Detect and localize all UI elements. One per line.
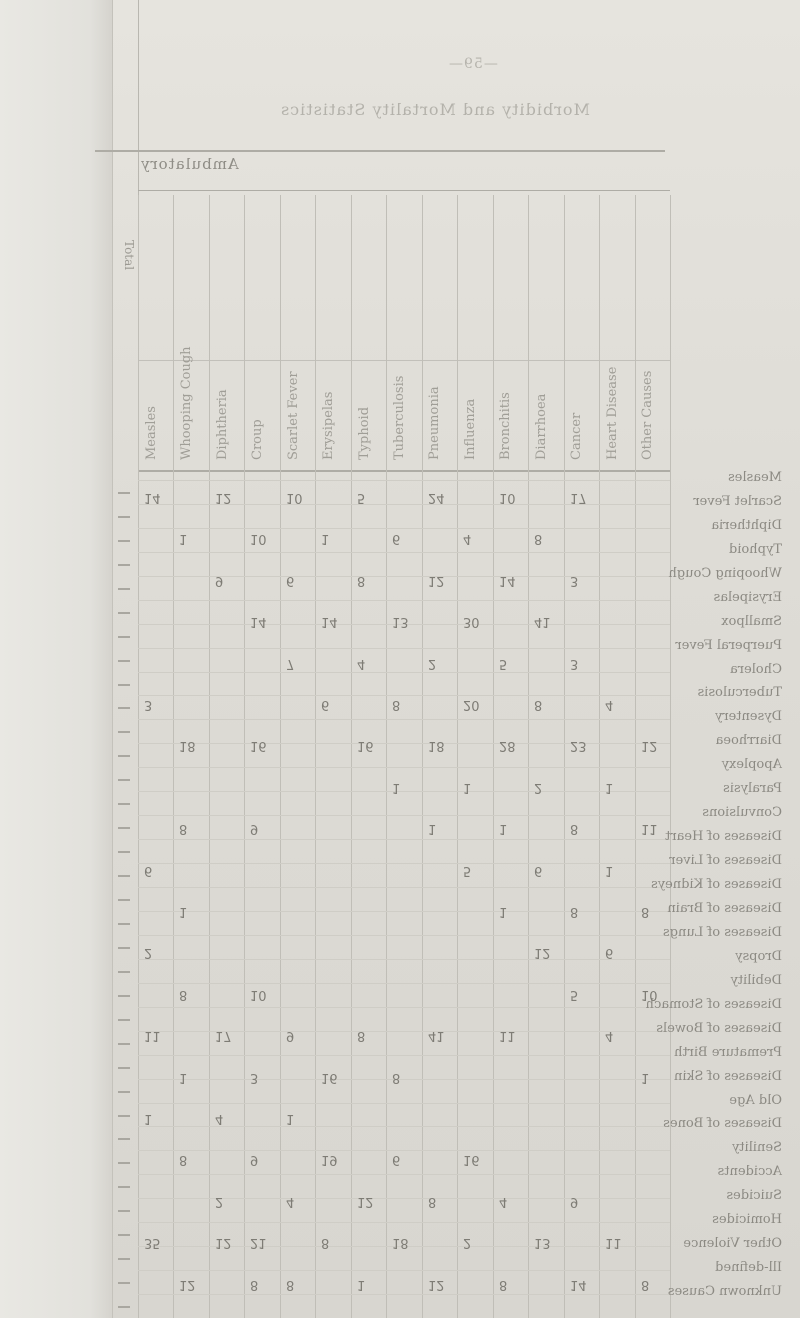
table-cell: 12: [215, 1235, 232, 1250]
row-rule: [138, 552, 670, 553]
row-label: Smallpox: [721, 614, 782, 629]
column-header: Tuberculosis: [392, 375, 407, 460]
row-label: Suicides: [726, 1188, 782, 1203]
row-label: Accidents: [717, 1164, 782, 1179]
table-cell: 11: [144, 1028, 161, 1043]
table-cell: 16: [357, 738, 374, 753]
row-dash: [118, 1138, 130, 1140]
table-cell: 2: [534, 780, 543, 795]
table-cell: 10: [250, 531, 267, 546]
header-rule: [95, 150, 665, 152]
row-label: Dysentery: [715, 709, 782, 724]
table-cell: 8: [286, 1277, 295, 1292]
row-dash: [118, 492, 130, 494]
table-cell: 18: [392, 1235, 409, 1250]
row-dash: [118, 660, 130, 662]
table-cell: 28: [499, 738, 516, 753]
table-cell: 1: [463, 780, 472, 795]
row-label: Diphtheria: [711, 518, 782, 533]
column-header: Measles: [144, 406, 159, 460]
table-cell: 4: [605, 1028, 614, 1043]
table-cell: 41: [534, 614, 551, 629]
row-rule: [138, 648, 670, 649]
row-rule: [138, 887, 670, 888]
table-cell: 14: [144, 490, 161, 505]
row-rule: [138, 815, 670, 816]
row-rule: [138, 1055, 670, 1056]
table-cell: 8: [392, 1070, 401, 1085]
row-dash: [118, 779, 130, 781]
row-dash: [118, 1234, 130, 1236]
column-header: Other Causes: [640, 370, 655, 460]
table-cell: 12: [428, 1277, 445, 1292]
table-cell: 10: [286, 490, 303, 505]
row-label: Whooping Cough: [668, 566, 782, 581]
table-cell: 8: [250, 1277, 259, 1292]
row-rule: [138, 839, 670, 840]
row-dash: [118, 755, 130, 757]
column-header: Bronchitis: [498, 392, 513, 460]
row-dash: [118, 731, 130, 733]
table-cell: 1: [428, 821, 437, 836]
row-rule: [138, 1103, 670, 1104]
left-margin-label: Total: [122, 240, 136, 271]
table-cell: 2: [215, 1194, 224, 1209]
table-cell: 14: [499, 573, 516, 588]
table-cell: 13: [392, 614, 409, 629]
table-cell: 8: [179, 1152, 188, 1167]
table-cell: 6: [321, 697, 330, 712]
table-cell: 1: [499, 904, 508, 919]
table-cell: 10: [641, 987, 658, 1002]
table-cell: 9: [570, 1194, 579, 1209]
table-cell: 2: [428, 656, 437, 671]
row-dash: [118, 827, 130, 829]
table-cell: 9: [286, 1028, 295, 1043]
row-rule: [138, 791, 670, 792]
table-cell: 35: [144, 1235, 161, 1250]
column-header: Diarrhoea: [534, 393, 549, 460]
table-cell: 12: [357, 1194, 374, 1209]
table-cell: 14: [570, 1277, 587, 1292]
table-cell: 41: [428, 1028, 445, 1043]
row-dash: [118, 1091, 130, 1093]
row-dash: [118, 636, 130, 638]
row-label: Premature Birth: [674, 1045, 782, 1060]
table-cell: 1: [144, 1111, 153, 1126]
table-cell: 12: [179, 1277, 196, 1292]
table-cell: 6: [144, 863, 153, 878]
row-dash: [118, 923, 130, 925]
table-cell: 1: [605, 863, 614, 878]
row-dash: [118, 564, 130, 566]
table-cell: 1: [179, 904, 188, 919]
table-cell: 16: [250, 738, 267, 753]
margin-strip: [112, 0, 139, 1318]
table-cell: 11: [641, 821, 658, 836]
table-cell: 12: [534, 945, 551, 960]
row-dash: [118, 516, 130, 518]
row-label: Measles: [728, 470, 782, 485]
page-binding: [0, 0, 113, 1318]
row-label: Other Violence: [683, 1236, 782, 1251]
row-dash: [118, 995, 130, 997]
table-cell: 6: [286, 573, 295, 588]
table-cell: 1: [641, 1070, 650, 1085]
row-rule: [138, 959, 670, 960]
table-cell: 5: [463, 863, 472, 878]
column-header: Influenza: [463, 398, 478, 460]
table-cell: 4: [499, 1194, 508, 1209]
table-grid: [138, 195, 670, 1318]
column-header: Typhoid: [357, 406, 372, 460]
row-dash: [118, 684, 130, 686]
table-cell: 6: [392, 531, 401, 546]
row-label: Puerperal Fever: [675, 638, 782, 653]
row-dash: [118, 851, 130, 853]
table-cell: 6: [534, 863, 543, 878]
row-rule: [138, 1126, 670, 1127]
row-label: Dropsy: [735, 949, 782, 964]
row-label: Diseases of Lungs: [662, 925, 782, 940]
row-label: Diseases of Heart: [665, 829, 782, 844]
table-cell: 9: [250, 1152, 259, 1167]
table-cell: 4: [286, 1194, 295, 1209]
row-rule: [138, 719, 670, 720]
row-rule: [138, 935, 670, 936]
table-cell: 13: [534, 1235, 551, 1250]
table-cell: 23: [570, 738, 587, 753]
row-dash: [118, 1258, 130, 1260]
column-header: Heart Disease: [605, 366, 620, 460]
column-header: Diphtheria: [215, 389, 230, 460]
table-cell: 9: [215, 573, 224, 588]
table-cell: 6: [605, 945, 614, 960]
table-cell: 3: [144, 697, 153, 712]
row-label: Scarlet Fever: [693, 494, 782, 509]
table-cell: 3: [250, 1070, 259, 1085]
table-cell: 17: [215, 1028, 232, 1043]
row-label: Paralysis: [723, 781, 782, 796]
table-cell: 1: [392, 780, 401, 795]
row-rule: [138, 1222, 670, 1223]
table-cell: 12: [428, 573, 445, 588]
row-label: Diseases of Bones: [663, 1116, 782, 1131]
table-cell: 16: [463, 1152, 480, 1167]
table-cell: 8: [499, 1277, 508, 1292]
table-cell: 2: [463, 1235, 472, 1250]
row-dash: [118, 1162, 130, 1164]
table-cell: 19: [321, 1152, 338, 1167]
table-cell: 21: [250, 1235, 267, 1250]
table-cell: 5: [499, 656, 508, 671]
row-dash: [118, 899, 130, 901]
table-cell: 17: [570, 490, 587, 505]
table-cell: 2: [144, 945, 153, 960]
row-label: Senility: [731, 1140, 782, 1155]
row-rule: [138, 1150, 670, 1151]
row-rule: [138, 695, 670, 696]
table-cell: 6: [392, 1152, 401, 1167]
table-cell: 1: [179, 1070, 188, 1085]
row-dash: [118, 588, 130, 590]
row-dash: [118, 971, 130, 973]
row-rule: [138, 1294, 670, 1295]
row-label: Diseases of Liver: [669, 853, 782, 868]
row-label: Convulsions: [702, 805, 782, 820]
row-label: Homicides: [712, 1212, 782, 1227]
table-cell: 8: [179, 987, 188, 1002]
table-cell: 20: [463, 697, 480, 712]
table-cell: 18: [179, 738, 196, 753]
column-header: Cancer: [569, 412, 584, 460]
column-rule: [670, 195, 671, 1318]
table-cell: 8: [357, 1028, 366, 1043]
running-head: Morbidity and Mortality Statistics: [280, 100, 590, 119]
column-header: Croup: [250, 419, 265, 460]
row-dash: [118, 707, 130, 709]
row-rule: [138, 863, 670, 864]
row-rule: [138, 743, 670, 744]
table-cell: 5: [570, 987, 579, 1002]
table-cell: 8: [428, 1194, 437, 1209]
row-rule: [138, 1079, 670, 1080]
table-cell: 11: [605, 1235, 622, 1250]
row-rule: [138, 528, 670, 529]
table-cell: 8: [392, 697, 401, 712]
row-dash: [118, 947, 130, 949]
table-cell: 1: [499, 821, 508, 836]
column-header: Scarlet Fever: [286, 371, 301, 460]
row-label: Diseases of Stomach: [645, 997, 782, 1012]
table-cell: 14: [250, 614, 267, 629]
table-cell: 1: [286, 1111, 295, 1126]
row-rule: [138, 672, 670, 673]
row-rule: [138, 1007, 670, 1008]
table-cell: 8: [570, 904, 579, 919]
row-rule: [138, 911, 670, 912]
row-label: Tuberculosis: [697, 685, 782, 700]
heading-rule: [138, 190, 670, 191]
table-cell: 3: [570, 573, 579, 588]
row-rule: [138, 767, 670, 768]
table-cell: 11: [499, 1028, 516, 1043]
row-label: Unknown Causes: [667, 1284, 782, 1299]
row-label: Erysipelas: [713, 590, 782, 605]
table-cell: 18: [428, 738, 445, 753]
table-cell: 16: [321, 1070, 338, 1085]
table-cell: 4: [357, 656, 366, 671]
row-dash: [118, 1043, 130, 1045]
table-cell: 1: [357, 1277, 366, 1292]
table-cell: 1: [321, 531, 330, 546]
table-cell: 5: [357, 490, 366, 505]
row-label: Typhoid: [728, 542, 782, 557]
row-rule: [138, 600, 670, 601]
row-label: Old Age: [729, 1093, 782, 1108]
column-header: Erysipelas: [321, 391, 336, 460]
row-label: Debility: [730, 973, 782, 988]
table-cell: 8: [321, 1235, 330, 1250]
row-rule: [138, 1174, 670, 1175]
table-cell: 4: [215, 1111, 224, 1126]
row-label: Apoplexy: [721, 757, 782, 772]
row-dash: [118, 875, 130, 877]
table-cell: 8: [534, 531, 543, 546]
table-cell: 3: [570, 656, 579, 671]
row-dash: [118, 540, 130, 542]
table-cell: 8: [570, 821, 579, 836]
column-header: Whooping Cough: [179, 346, 194, 460]
table-cell: 8: [179, 821, 188, 836]
row-label: Diseases of Bowels: [656, 1021, 782, 1036]
table-cell: 4: [605, 697, 614, 712]
table-cell: 10: [250, 987, 267, 1002]
table-cell: 9: [250, 821, 259, 836]
table-cell: 8: [534, 697, 543, 712]
table-cell: 1: [605, 780, 614, 795]
column-header: Pneumonia: [427, 386, 442, 460]
row-dash: [118, 1019, 130, 1021]
row-rule: [138, 480, 670, 481]
table-cell: 14: [321, 614, 338, 629]
table-title: Ambulatory: [140, 155, 239, 173]
table-cell: 10: [499, 490, 516, 505]
table-cell: 8: [641, 1277, 650, 1292]
table-cell: 30: [463, 614, 480, 629]
row-dash: [118, 1210, 130, 1212]
row-label: Diseases of Skin: [674, 1069, 782, 1084]
row-rule: [138, 983, 670, 984]
table-cell: 12: [641, 738, 658, 753]
table-cell: 8: [357, 573, 366, 588]
row-dash: [118, 1306, 130, 1308]
row-label: Ill-defined: [715, 1260, 782, 1275]
table-cell: 24: [428, 490, 445, 505]
row-label: Diarrhoea: [715, 733, 782, 748]
row-dash: [118, 1067, 130, 1069]
table-cell: 1: [179, 531, 188, 546]
row-label: Diseases of Kidneys: [651, 877, 782, 892]
row-dash: [118, 1186, 130, 1188]
table-cell: 8: [641, 904, 650, 919]
table-cell: 7: [286, 656, 295, 671]
row-rule: [138, 1270, 670, 1271]
row-label: Diseases of Brain: [667, 901, 782, 916]
row-dash: [118, 803, 130, 805]
row-label: Cholera: [730, 662, 782, 677]
row-dash: [118, 612, 130, 614]
page-number: —59—: [448, 56, 498, 72]
table-cell: 4: [463, 531, 472, 546]
table-cell: 12: [215, 490, 232, 505]
row-dash: [118, 1282, 130, 1284]
row-dash: [118, 1115, 130, 1117]
